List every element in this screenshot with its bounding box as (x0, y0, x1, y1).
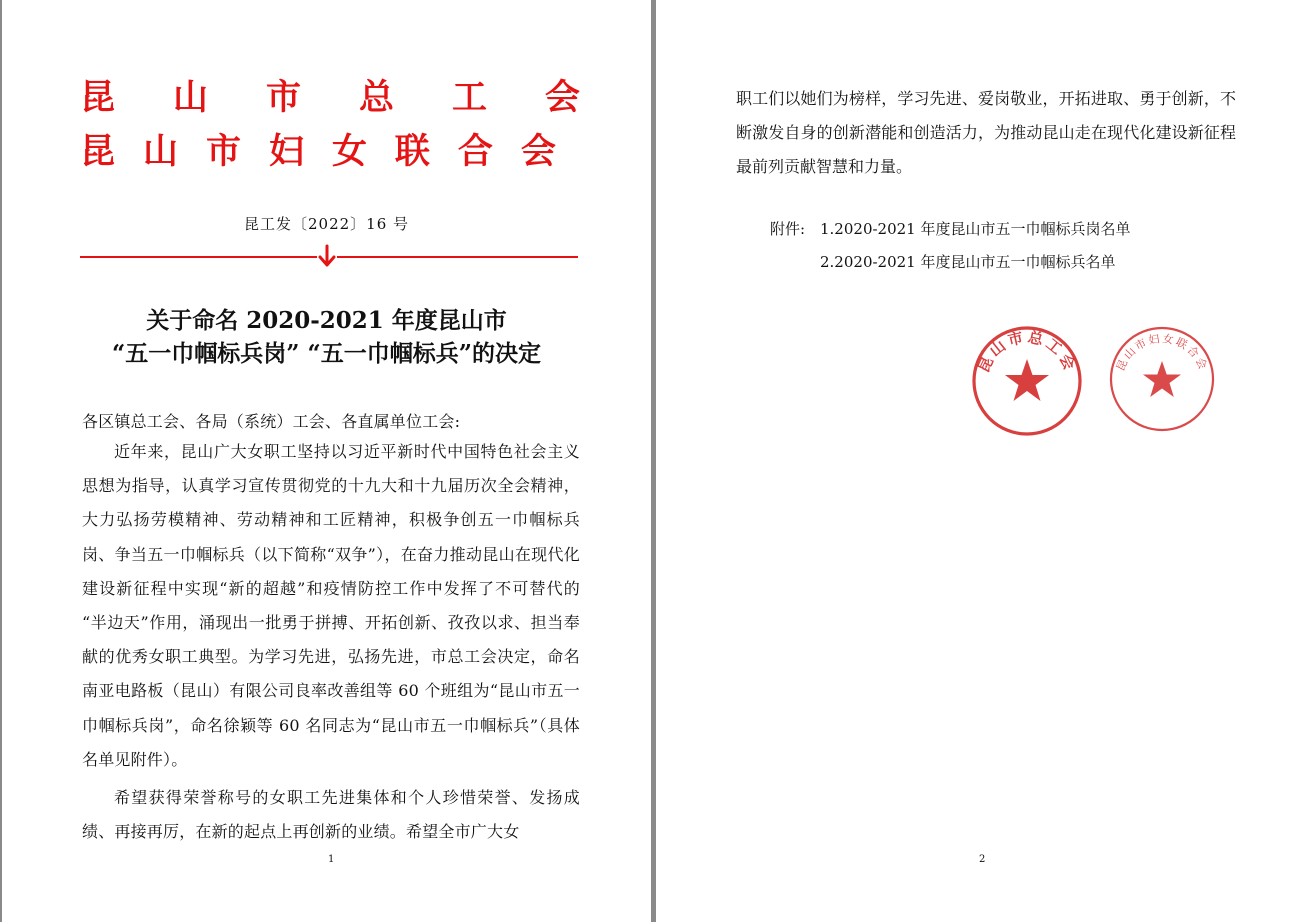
header-char: 会 (520, 131, 556, 172)
page-number: 2 (979, 854, 986, 865)
body-paragraph-2: 希望获得荣誉称号的女职工先进集体和个人珍惜荣誉、发扬成绩、再接再厉，在新的起点上再创新的业绩。希望全市广大女 (82, 788, 580, 842)
page-2 (656, 0, 1308, 922)
page-number: 1 (328, 854, 335, 865)
header-char: 工 (451, 77, 487, 118)
down-arrow-icon (317, 244, 337, 268)
header-char: 山 (172, 77, 208, 118)
header-char: 总 (358, 77, 394, 118)
attachment-item-1: 1.2020-2021 年度昆山市五一巾帼标兵岗名单 (820, 220, 1131, 238)
union-seal-stamp (971, 325, 1083, 437)
salutation: 各区镇总工会、各局（系统）工会、各直属单位工会: (82, 412, 461, 431)
svg-text:昆山市总工会: 昆山市总工会 (974, 327, 1080, 376)
svg-text:昆山市妇女联合会: 昆山市妇女联合会 (1113, 332, 1211, 373)
header-char: 山 (142, 131, 178, 172)
body-paragraph-1: 近年来，昆山广大女职工坚持以习近平新时代中国特色社会主义思想为指导，认真学习宣传贯彻党的十九大和十九届历次全会精神，大力弘扬劳模精神、劳动精神和工匠精神，积极争创五一巾帼标兵岗、争当五一巾帼标兵（以下简称“双争”），在奋力推动昆山在现代化建设新征程中实现“新的超越”和疫情防控工作中发挥了不可替代的 “半边天”作用，涌现出一批勇于拼搏、开拓创新、孜孜以求、担当奉献的优秀女职工典型。为学习先进，弘扬先进，市总工会决定，命名南亚电路板（昆山）有限公司良率改善组等 60 个班组为“昆山市五一巾帼标兵岗”，命名徐颖等 60 名同志为“昆山市五一巾帼标兵”（具体名单见附件）。 (82, 442, 580, 769)
issuer-union-header (80, 78, 580, 118)
document-number: 昆工发〔2022〕16 号 (243, 215, 410, 233)
header-char: 联 (394, 131, 430, 172)
header-char: 市 (265, 77, 301, 118)
attachment-item-2: 2.2020-2021 年度昆山市五一巾帼标兵名单 (820, 253, 1116, 271)
header-char: 昆 (80, 77, 116, 118)
header-char: 会 (544, 77, 580, 118)
document-title-line2: “五一巾帼标兵岗” “五一巾帼标兵”的决定 (112, 340, 541, 367)
attachment-label: 附件: (770, 220, 806, 238)
header-char: 女 (331, 131, 367, 172)
header-char: 昆 (80, 131, 116, 172)
women-federation-seal-stamp (1108, 325, 1216, 433)
issuer-women-federation-header (80, 132, 556, 172)
page-1 (2, 0, 651, 922)
body-paragraph-continuation: 职工们以她们为榜样，学习先进、爱岗敬业，开拓进取、勇于创新，不断激发自身的创新潜能和创造活力，为推动昆山走在现代化建设新征程最前列贡献智慧和力量。 (736, 89, 1236, 177)
document-title-line1: 关于命名 2020-2021 年度昆山市 (146, 307, 507, 334)
header-char: 市 (205, 131, 241, 172)
header-char: 妇 (268, 131, 304, 172)
header-char: 合 (457, 131, 493, 172)
